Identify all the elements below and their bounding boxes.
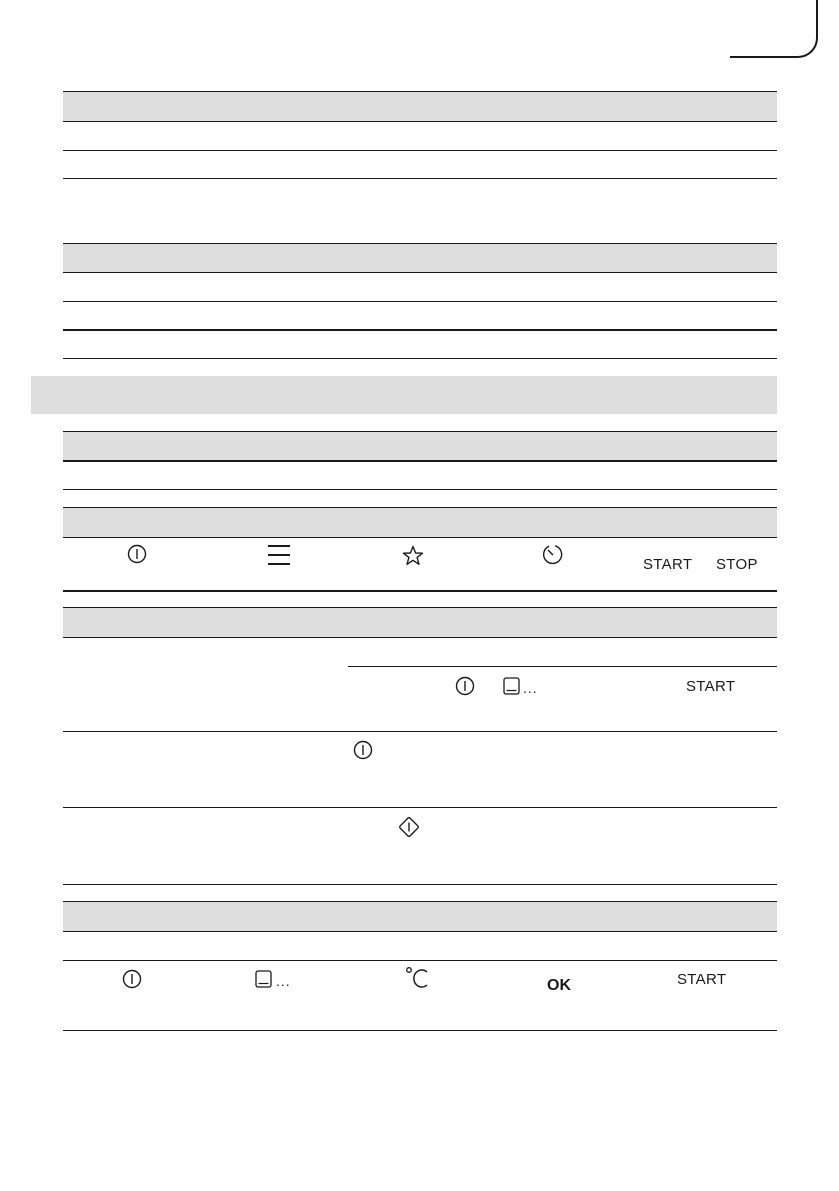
table1-header-band: [63, 91, 777, 121]
more-functions-ellipsis: ...: [276, 973, 291, 989]
table2-top-rule: [63, 243, 777, 244]
oven-function-icon: [255, 970, 272, 988]
table1-top-rule: [63, 91, 777, 92]
table1-bottom-rule: [63, 178, 777, 179]
table6-bottom-rule: [63, 1030, 777, 1031]
table6-top-rule: [63, 901, 777, 902]
page-corner-mark: [730, 0, 818, 58]
start-key-label: START: [686, 678, 736, 695]
more-functions-ellipsis: ...: [523, 680, 538, 696]
on-off-icon: [127, 544, 147, 564]
table4-header-band: [63, 507, 777, 537]
table2-bottom-rule: [63, 358, 777, 359]
table2-rule: [63, 272, 777, 273]
table1-rule: [63, 150, 777, 151]
stop-key-label: STOP: [716, 556, 758, 573]
on-off-icon: [122, 969, 142, 989]
table6-header-band: [63, 901, 777, 931]
table3-top-rule: [63, 431, 777, 432]
oven-function-icon: [503, 677, 520, 695]
timer-icon: [541, 543, 565, 567]
table5-bottom-rule: [63, 884, 777, 885]
quick-start-diamond-icon: [397, 815, 421, 839]
table3-bottom-rule: [63, 489, 777, 490]
table6-rule: [63, 960, 777, 961]
table5-rule: [63, 807, 777, 808]
table5-header-band: [63, 608, 777, 637]
table1-rule: [63, 121, 777, 122]
table4-bottom-rule: [63, 590, 777, 592]
table3-header-band: [63, 431, 777, 460]
table2-rule: [63, 301, 777, 302]
on-off-icon: [353, 740, 373, 760]
section-heading-bar: [31, 376, 777, 414]
table2-rule: [63, 329, 777, 331]
table5-rule: [63, 731, 777, 732]
table5-rule: [63, 637, 777, 638]
ok-key-label: OK: [547, 977, 571, 994]
favourites-star-icon: [402, 545, 424, 566]
table2-header-band: [63, 243, 777, 272]
temperature-celsius-icon: [405, 966, 431, 990]
start-key-label: START: [677, 971, 727, 988]
table3-rule: [63, 460, 777, 462]
start-key-label: START: [643, 556, 693, 573]
table4-rule: [63, 537, 777, 538]
on-off-icon: [455, 676, 475, 696]
menu-icon: [267, 544, 291, 566]
table4-top-rule: [63, 507, 777, 508]
table6-rule: [63, 931, 777, 932]
table5-subrule: [348, 666, 777, 667]
